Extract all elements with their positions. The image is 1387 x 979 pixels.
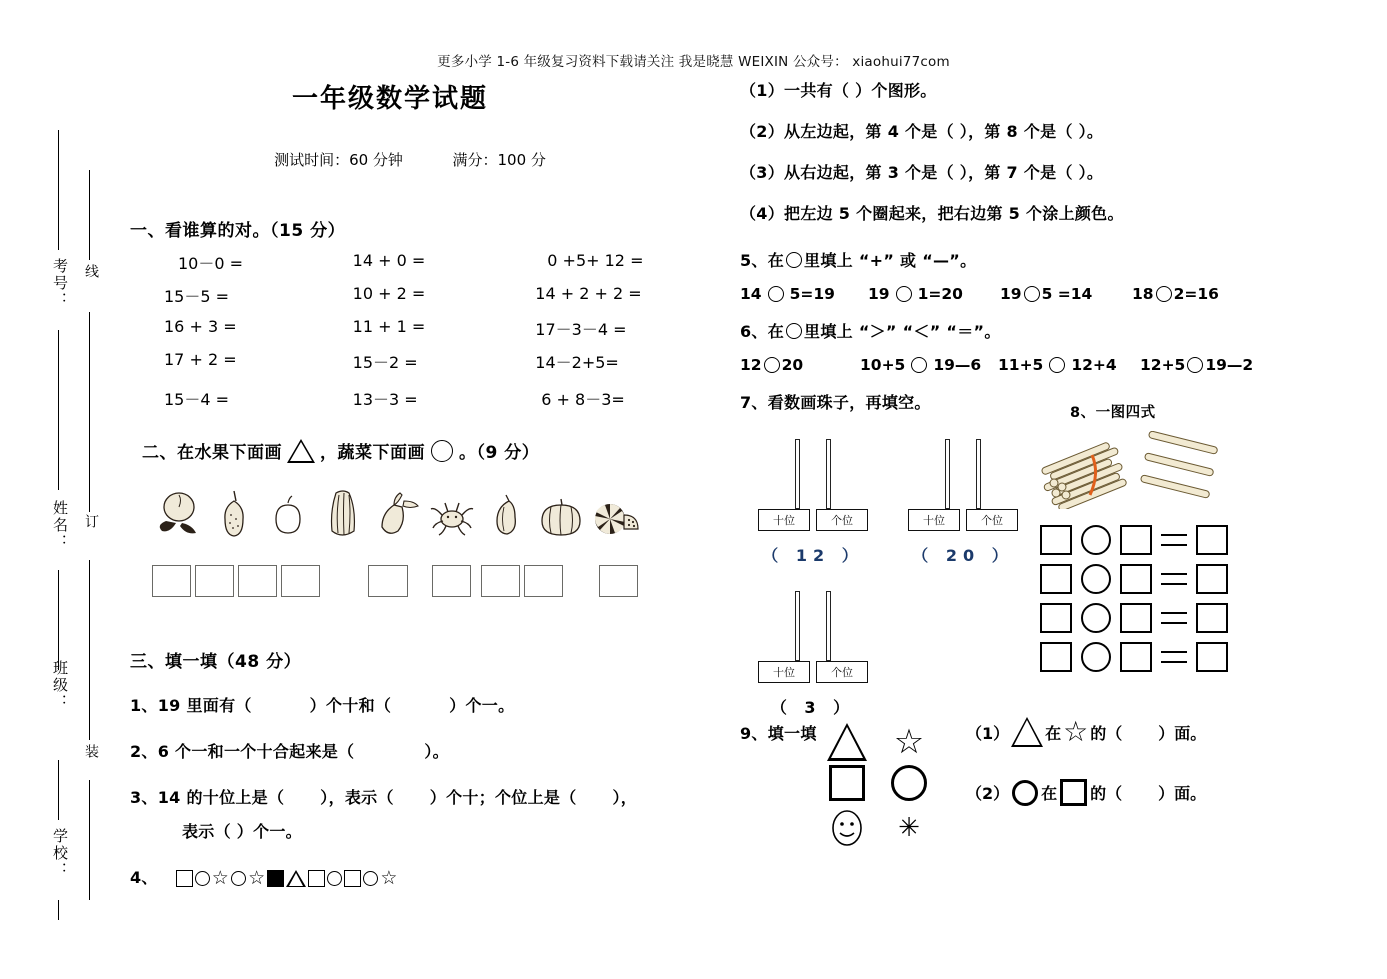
arith-row xyxy=(130,251,720,274)
question-2 xyxy=(130,740,720,764)
circle-icon xyxy=(431,440,453,462)
star-icon: ☆ xyxy=(893,722,925,762)
operand-right: 19—6 xyxy=(933,356,982,374)
place-label-tens: 十位 xyxy=(758,509,810,531)
abacus-rod xyxy=(795,439,800,509)
field-exam-number: 考号： xyxy=(51,258,69,309)
binding-label-ding: 订 xyxy=(83,514,99,530)
circle-icon xyxy=(231,871,246,886)
comparison-item xyxy=(860,356,998,374)
operator-blank[interactable] xyxy=(896,286,912,302)
section1-heading: 一、看谁算的对。（15 分） xyxy=(130,221,346,241)
comparison-blank[interactable] xyxy=(911,357,927,373)
arith-problem: 16 + 3 = xyxy=(164,317,237,336)
comparison-blank[interactable] xyxy=(1049,357,1065,373)
abacus-base xyxy=(904,509,1022,531)
margin-rule-1 xyxy=(58,130,59,250)
circle-icon xyxy=(363,871,378,886)
place-label-ones: 个位 xyxy=(816,509,868,531)
question-number: 2、 xyxy=(130,742,158,761)
question-text: 14 的十位上是（ xyxy=(157,788,285,807)
question-9-sub-1-prefix: （1） xyxy=(966,723,1010,743)
total-score: 满分：100 分 xyxy=(452,151,546,169)
arith-problem: 10 + 2 = xyxy=(352,284,426,303)
comparison-item xyxy=(740,356,860,374)
place-label-ones: 个位 xyxy=(816,661,868,683)
abacus-value: （ 3 ） xyxy=(770,698,856,717)
question-text: ）个十和（ xyxy=(309,696,392,715)
blank-box[interactable] xyxy=(1196,564,1228,594)
equation-item xyxy=(740,285,868,303)
question-9-sub-2-mid: 在 xyxy=(1041,784,1058,803)
margin-rule-5 xyxy=(58,900,59,920)
arith-problem: 15－5 = xyxy=(164,287,230,306)
field-class: 班级： xyxy=(51,660,69,711)
binding-label-zhuang: 装 xyxy=(83,744,99,760)
arith-problem: 14 + 2 + 2 = xyxy=(535,284,642,303)
comparison-blank[interactable] xyxy=(764,357,780,373)
exam-meta xyxy=(130,149,720,170)
question-text: ）个十；个位上是（ xyxy=(429,788,577,807)
operator-blank[interactable] xyxy=(1156,286,1172,302)
blank-box[interactable] xyxy=(1120,603,1152,633)
turnip-icon xyxy=(370,481,424,547)
operand-left: 10+5 xyxy=(860,356,906,374)
abacus-value: （ 20 ） xyxy=(912,546,1014,565)
operator-blank[interactable] xyxy=(1024,286,1040,302)
abacus-value-number: 12 xyxy=(795,546,831,565)
question-9-sub-2 xyxy=(966,779,1206,806)
equation-item xyxy=(1000,285,1132,303)
question-9-sub-1 xyxy=(966,717,1206,747)
question-9-shape-grid xyxy=(816,723,940,851)
blank-circle[interactable] xyxy=(1081,525,1111,555)
question-4-sub-2: （2）从左边起，第 4 个是（ ），第 8 个是（ ）。 xyxy=(740,122,1104,141)
picture-row xyxy=(152,477,642,547)
equals-icon xyxy=(1161,573,1187,585)
square-icon xyxy=(1060,779,1087,806)
question-text: ）个一。 xyxy=(449,696,515,715)
question-number: 1、 xyxy=(130,696,158,715)
abacus-rods xyxy=(754,439,872,509)
question-5-label-b: 里填上 “+” 或 “—”。 xyxy=(804,251,977,270)
peach-icon xyxy=(152,481,206,547)
arithmetic-grid xyxy=(130,251,720,410)
arith-problem: 6 + 8－3= xyxy=(541,390,625,409)
question-6-heading xyxy=(740,319,1285,342)
question-6-label-a: 6、在 xyxy=(740,322,785,341)
question-3-continued: 表示（ ）个一。 xyxy=(182,822,302,841)
star-icon: ☆ xyxy=(1063,715,1089,748)
binding-rule-4 xyxy=(89,780,90,900)
arith-problem: 17－3－4 = xyxy=(535,320,627,339)
question-9-heading: 9、填一填 xyxy=(740,724,817,743)
margin-rule-4 xyxy=(58,760,59,820)
field-name: 姓名： xyxy=(51,500,69,551)
square-icon xyxy=(176,870,193,887)
abacus-rod xyxy=(795,591,800,661)
section2-heading-part-c: 。（9 分） xyxy=(459,443,540,463)
abacus-rod xyxy=(826,439,831,509)
blank-box[interactable] xyxy=(1196,603,1228,633)
star-icon: ☆ xyxy=(380,866,398,889)
blank-box[interactable] xyxy=(1040,603,1072,633)
blank-box[interactable] xyxy=(1040,525,1072,555)
binding-rule-1 xyxy=(89,170,90,260)
question-9-sub-2-prefix: （2） xyxy=(966,784,1010,803)
abacus-rod xyxy=(826,591,831,661)
operand-left: 19 xyxy=(868,285,890,303)
arith-row xyxy=(130,387,720,410)
answer-box[interactable] xyxy=(238,565,277,597)
operand-right: 20 xyxy=(781,356,804,374)
pepper-icon xyxy=(479,481,533,547)
answer-box-row xyxy=(152,565,642,597)
circle-icon xyxy=(786,323,802,339)
question-text: 19 里面有（ xyxy=(157,696,252,715)
circle-icon xyxy=(891,765,927,801)
sun-icon: ✳ xyxy=(898,813,920,843)
shape-sequence xyxy=(176,866,398,889)
question-text: 6 个一和一个十合起来是（ xyxy=(157,742,355,761)
abacus-value-number: 20 xyxy=(945,546,981,565)
abacus-value-number: 3 xyxy=(804,698,822,717)
blank-circle[interactable] xyxy=(1081,603,1111,633)
operand-right: 19—2 xyxy=(1205,356,1254,374)
equation-row[interactable] xyxy=(1040,564,1228,594)
question-text: ）， xyxy=(612,788,638,807)
question-4-sub-1: （1）一共有（ ）个图形。 xyxy=(740,81,937,100)
arith-problem: 10－0 = xyxy=(178,254,244,273)
cabbage-icon xyxy=(316,481,370,547)
question-number: 4、 xyxy=(130,868,158,887)
question-6-label-b: 里填上 “＞” “＜” “＝”。 xyxy=(804,322,1001,341)
arith-problem: 15－2 = xyxy=(352,353,418,372)
binding-margin xyxy=(0,0,120,979)
answer-box[interactable] xyxy=(432,565,471,597)
operand-right: 5 =14 xyxy=(1041,285,1093,303)
square-icon xyxy=(829,765,865,801)
arith-problem: 14－2+5= xyxy=(535,353,619,372)
answer-box[interactable] xyxy=(281,565,320,597)
sticks-illustration xyxy=(1040,431,1220,509)
crab-icon xyxy=(425,481,479,547)
abacus-base xyxy=(754,509,872,531)
blank-box[interactable] xyxy=(1120,564,1152,594)
question-text: ）。 xyxy=(424,742,449,761)
circle-icon xyxy=(327,871,342,886)
pear-icon xyxy=(207,481,261,547)
question-8-equation-grid xyxy=(1040,525,1228,672)
answer-box[interactable] xyxy=(481,565,520,597)
operand-right: 12+4 xyxy=(1071,356,1117,374)
arith-problem: 17 + 2 = xyxy=(164,350,237,369)
place-label-tens: 十位 xyxy=(758,661,810,683)
answer-box[interactable] xyxy=(195,565,234,597)
operand-left: 12 xyxy=(740,356,762,374)
question-4-sub-3: （3）从右边起，第 3 个是（ ），第 7 个是（ ）。 xyxy=(740,163,1104,182)
field-school: 学校： xyxy=(51,828,69,879)
blank-box[interactable] xyxy=(1040,564,1072,594)
question-9-sub-1-suffix: ）面。 xyxy=(1158,723,1207,743)
abacus-value: （ 12 ） xyxy=(762,546,864,565)
blank-box[interactable] xyxy=(1196,642,1228,672)
question-9-area xyxy=(740,715,1285,879)
blank-circle[interactable] xyxy=(1081,642,1111,672)
abacus-1[interactable] xyxy=(754,439,872,566)
blank-box[interactable] xyxy=(1120,642,1152,672)
operand-right: 1=20 xyxy=(917,285,963,303)
equation-row[interactable] xyxy=(1040,642,1228,672)
equation-item xyxy=(868,285,1000,303)
right-column xyxy=(740,78,1285,879)
section2-heading-part-a: 二、在水果下面画 xyxy=(142,443,282,463)
triangle-icon xyxy=(1011,717,1043,747)
triangle-icon xyxy=(286,870,306,887)
arith-row xyxy=(130,317,720,340)
blank-box[interactable] xyxy=(1196,525,1228,555)
arith-problem: 13－3 = xyxy=(352,390,418,409)
question-6-comparisons xyxy=(740,356,1285,374)
binding-label-xian: 线 xyxy=(83,264,99,280)
abacus-rod xyxy=(976,439,981,509)
pumpkin-icon xyxy=(534,481,588,547)
apple-icon xyxy=(261,481,315,547)
question-8-heading: 8、一图四式 xyxy=(1070,405,1156,421)
arith-problem: 15－4 = xyxy=(164,390,230,409)
equation-row[interactable] xyxy=(1040,603,1228,633)
abacus-base xyxy=(754,661,872,683)
operator-blank[interactable] xyxy=(768,286,784,302)
abacus-3[interactable] xyxy=(754,591,872,718)
question-5-heading xyxy=(740,248,1285,271)
star-icon: ☆ xyxy=(211,866,230,889)
answer-box[interactable] xyxy=(368,565,407,597)
comparison-item xyxy=(998,356,1140,374)
section2-heading xyxy=(142,438,720,463)
binding-rule-3 xyxy=(89,560,90,740)
equation-row[interactable] xyxy=(1040,525,1228,555)
abacus-rod xyxy=(945,439,950,509)
watermelon-icon xyxy=(588,481,642,547)
binding-rule-2 xyxy=(89,312,90,512)
test-time: 测试时间：60 分钟 xyxy=(274,151,403,169)
abacus-rods xyxy=(754,591,872,661)
question-number: 3、 xyxy=(130,788,158,807)
equals-icon xyxy=(1161,651,1187,663)
operand-left: 12+5 xyxy=(1140,356,1186,374)
answer-box[interactable] xyxy=(152,565,191,597)
question-4 xyxy=(130,866,720,890)
section3-heading: 三、填一填（48 分） xyxy=(130,652,302,672)
arith-row xyxy=(130,350,720,373)
question-9-sub-1-mid2: 的（ xyxy=(1090,723,1123,743)
question-5-equations xyxy=(740,285,1285,303)
place-label-ones: 个位 xyxy=(966,509,1018,531)
arith-problem: 0 +5+ 12 = xyxy=(547,251,644,270)
square-icon xyxy=(344,870,361,887)
abacus-2[interactable] xyxy=(904,439,1022,566)
promo-banner: 更多小学 1-6 年级复习资料下载请关注 我是晓慧 WEIXIN 公众号： xiaohui77com xyxy=(437,54,950,70)
triangle-icon xyxy=(827,723,867,761)
operand-left: 18 xyxy=(1132,285,1154,303)
comparison-blank[interactable] xyxy=(1187,357,1203,373)
circle-icon xyxy=(195,871,210,886)
place-label-tens: 十位 xyxy=(908,509,960,531)
page-title: 一年级数学试题 xyxy=(291,84,488,114)
operand-right: 2=16 xyxy=(1173,285,1219,303)
question-9-sub-1-mid: 在 xyxy=(1045,723,1062,743)
abacus-rods xyxy=(904,439,1022,509)
answer-box[interactable] xyxy=(599,565,638,597)
operand-left: 11+5 xyxy=(998,356,1044,374)
arith-problem: 14 + 0 = xyxy=(352,251,426,270)
operand-left: 19 xyxy=(1000,285,1022,303)
blank-box[interactable] xyxy=(1120,525,1152,555)
operand-left: 14 xyxy=(740,285,762,303)
left-column xyxy=(130,70,720,890)
question-5-label-a: 5、在 xyxy=(740,251,785,270)
question-1 xyxy=(130,694,720,718)
question-3 xyxy=(130,786,720,810)
circle-icon xyxy=(786,252,802,268)
arith-row xyxy=(130,284,720,307)
equals-icon xyxy=(1161,534,1187,546)
smiley-icon xyxy=(827,805,867,851)
question-text: ），表示（ xyxy=(320,788,394,807)
equation-item xyxy=(1132,285,1219,303)
square-icon xyxy=(308,870,325,887)
question-7-heading: 7、看数画珠子，再填空。 xyxy=(740,393,931,412)
answer-box[interactable] xyxy=(524,565,563,597)
question-9-sub-2-suffix: ）面。 xyxy=(1158,784,1207,803)
question-7-and-8-area xyxy=(740,405,1285,719)
circle-icon xyxy=(1012,780,1038,806)
star-icon: ☆ xyxy=(248,866,266,889)
equals-icon xyxy=(1161,612,1187,624)
comparison-item xyxy=(1140,356,1253,374)
question-9-sub-2-mid2: 的（ xyxy=(1090,784,1123,803)
question-4-sub-4: （4）把左边 5 个圈起来，把右边第 5 个涂上颜色。 xyxy=(740,204,1124,223)
arith-problem: 11 + 1 = xyxy=(352,317,426,336)
blank-box[interactable] xyxy=(1040,642,1072,672)
filled-square-icon xyxy=(267,870,284,887)
section2-heading-part-b: ，蔬菜下面画 xyxy=(320,443,425,463)
margin-rule-2 xyxy=(58,330,59,490)
blank-circle[interactable] xyxy=(1081,564,1111,594)
operand-right: 5=19 xyxy=(789,285,835,303)
triangle-icon xyxy=(287,439,315,463)
margin-rule-3 xyxy=(58,570,59,670)
